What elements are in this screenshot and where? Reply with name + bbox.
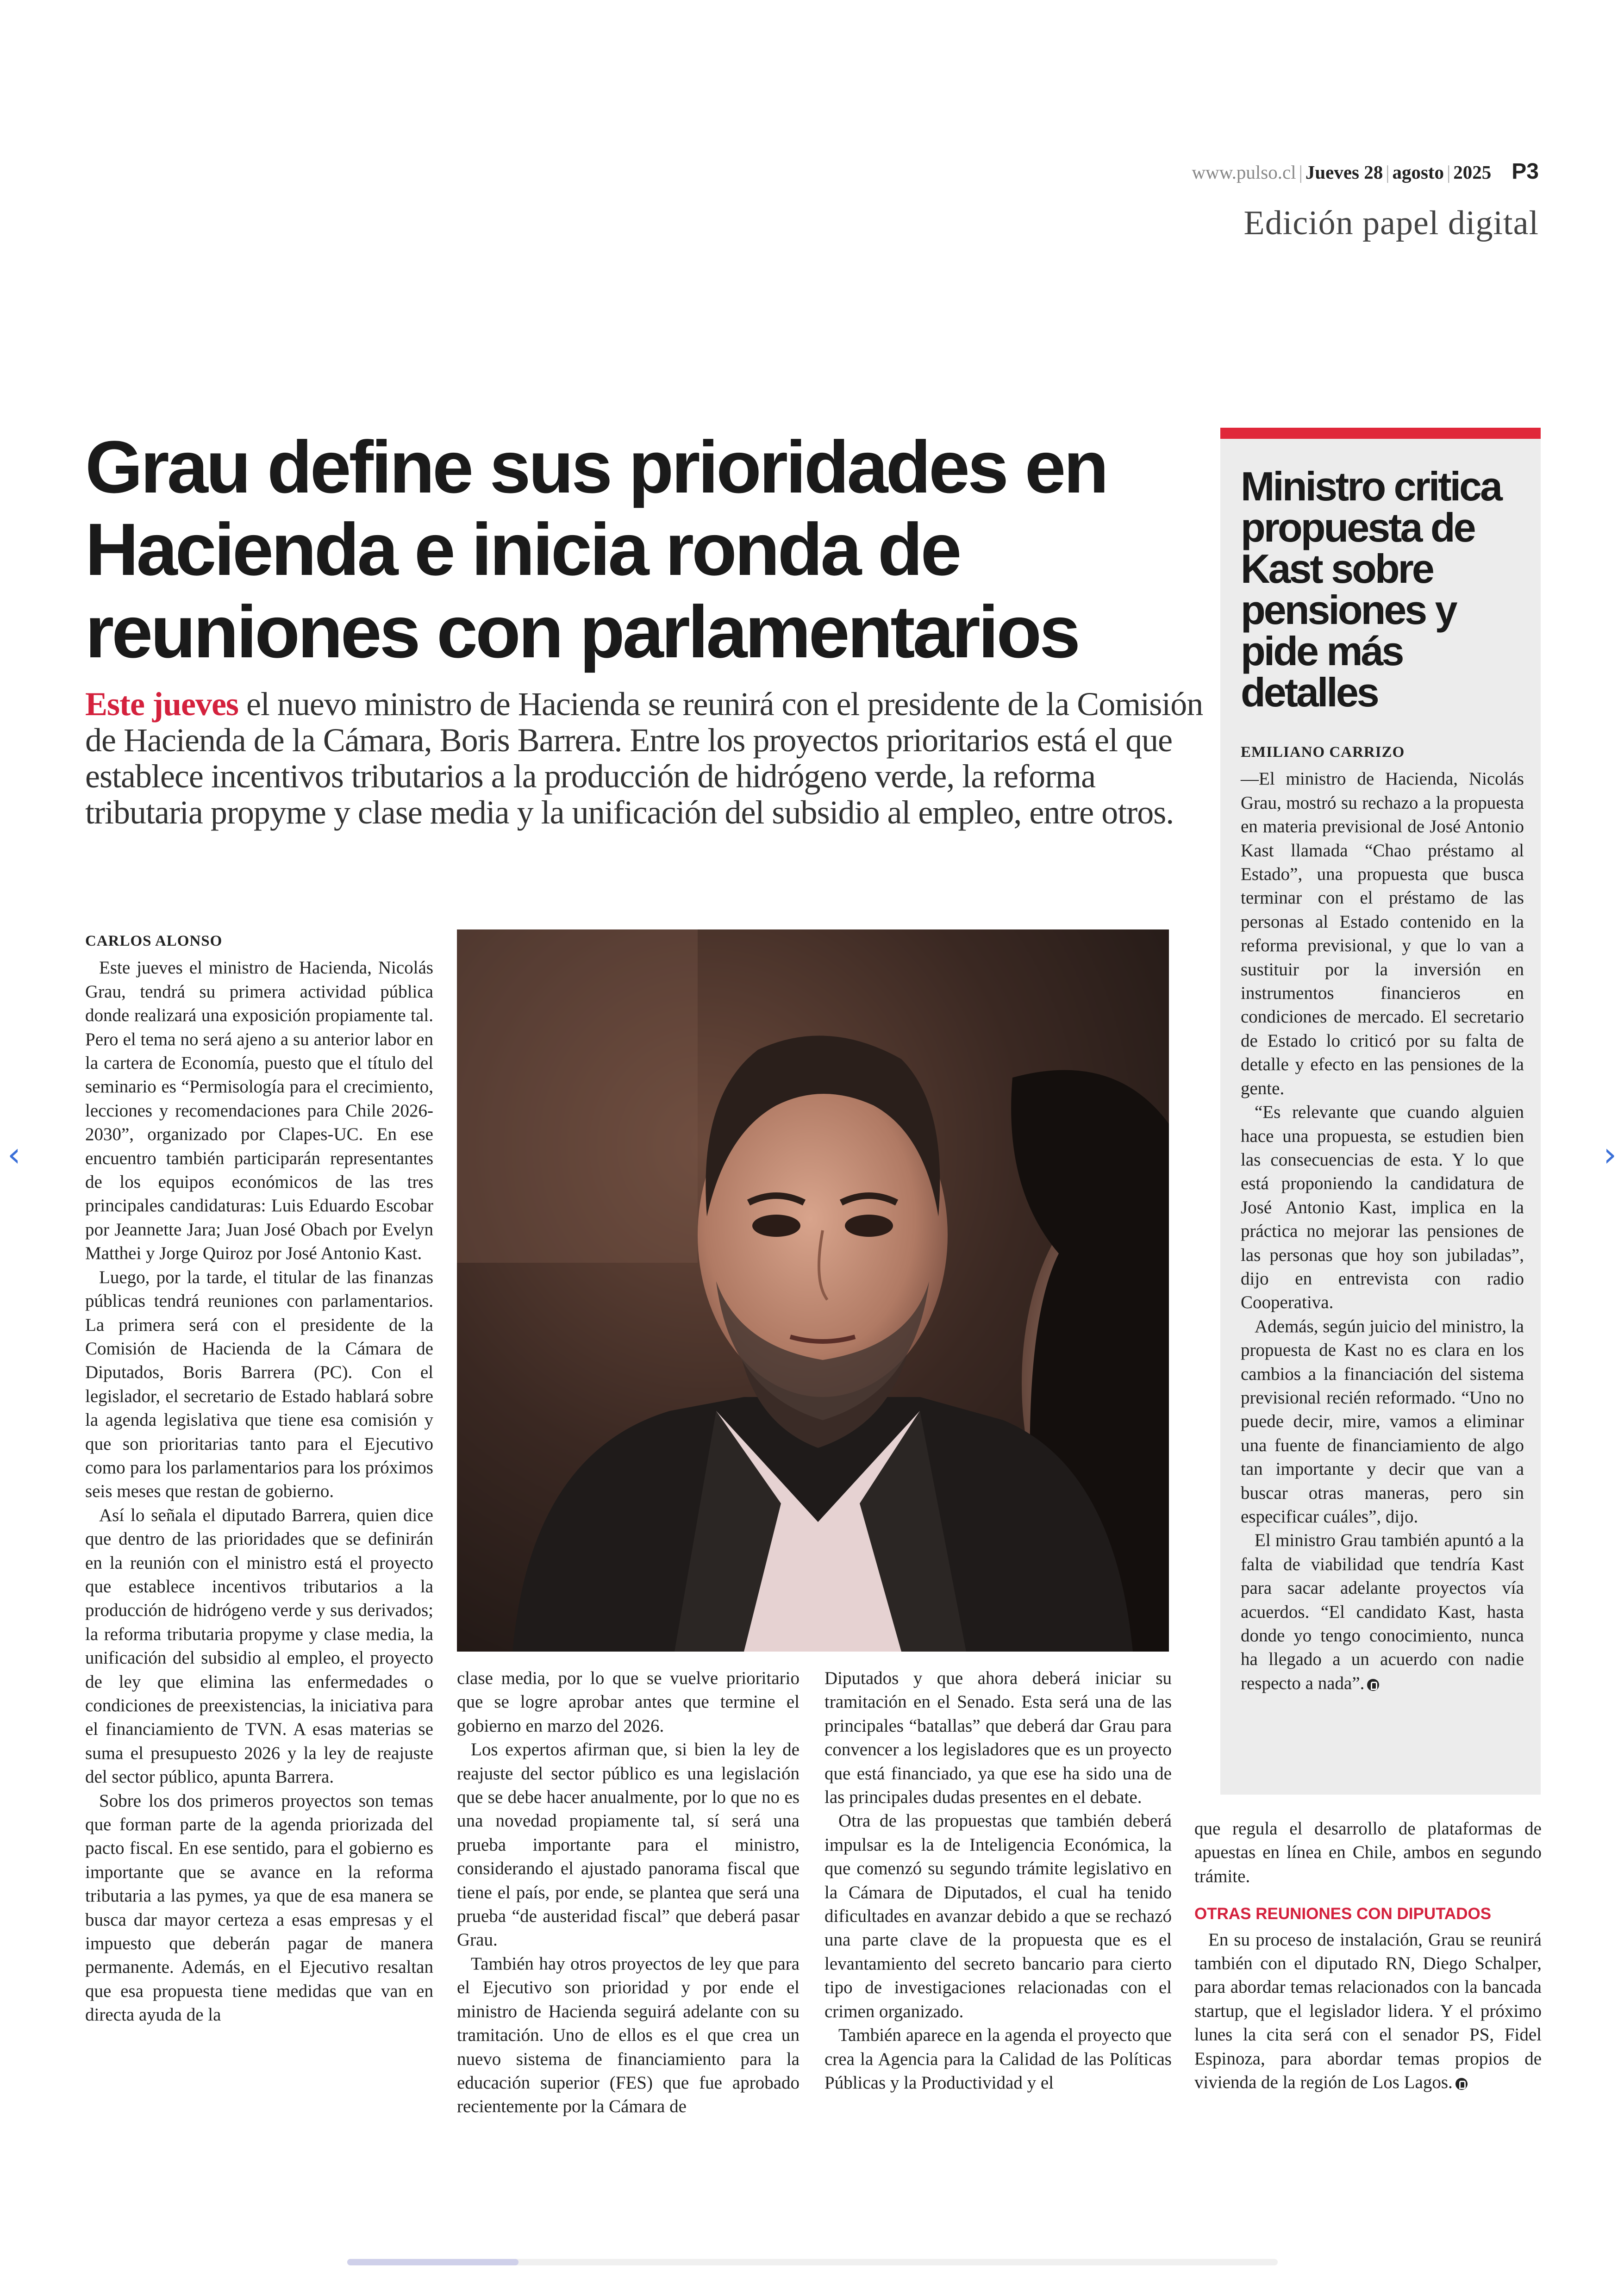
- article-column-4: [1194, 1817, 1542, 2094]
- sidebar-paragraph-text: El ministro Grau también apuntó a la falta de viabilidad que tendría Kast para sacar adelante proyectos vía acuerdos. “El candidato Kast, hasta donde yo tengo conocimiento, nunca ha llegado a un acuerdo con nadie respecto a nada”.: [1241, 1530, 1524, 1693]
- article-paragraph: También hay otros proyectos de ley que para el Ejecutivo son prioridad y por ende el ministro de Hacienda seguirá adelante con su tramitación. Uno de ellos es el que crea un nuevo sistema de financiamiento para la educación superior (FES) que fue aprobado recientemente por la Cámara de: [457, 1953, 800, 2117]
- article-column-3: [824, 1666, 1172, 2095]
- article-headline: Grau define sus prioridades en Hacienda e inicia ronda de reuniones con parlamentarios: [85, 425, 1107, 673]
- article-paragraph: Este jueves el ministro de Hacienda, Nicolás Grau, tendrá su primera actividad pública donde realizará una exposición propiamente tal. Pero el tema no será ajeno a su anterior labor en la cartera de Economía, puesto que el título del seminario es “Permisología para el crecimiento, lecciones y recomendaciones para Chile 2026-2030”, organizado por Clapes-UC. En ese encuentro también participarán representantes de los equipos económicos de las tres principales candidaturas: Luis Eduardo Escobar por Jeannette Jara; Juan José Obach por Evelyn Matthei y Jorge Quiroz por José Antonio Kast.: [85, 958, 433, 1264]
- sidebar-body: [1241, 741, 1524, 1695]
- article-column-2: [457, 1666, 800, 2119]
- section-subhead: OTRAS REUNIONES CON DIPUTADOS: [1194, 1905, 1492, 1923]
- article-paragraph-text: En su proceso de instalación, Grau se reunirá también con el diputado RN, Diego Schalper, para abordar temas relacionados con la bancada startup, que el legislador lidera. Y el próximo lunes la cita será con el senador PS, Fidel Espinoza, para abordar temas propios de vivienda de la región de Los Lagos.: [1194, 1929, 1542, 2093]
- article-paragraph: clase media, por lo que se vuelve prioritario que se logre aprobar antes que termine el gobierno en marzo del 2026.: [457, 1668, 800, 1736]
- article-paragraph: Luego, por la tarde, el titular de las finanzas públicas tendrá reuniones con parlamentarios. La primera será con el presidente de la Comisión de Hacienda de la Cámara de Diputados, Boris Barrera (PC). Con el legislador, el secretario de Estado hablará sobre la agenda legislativa que tiene esa comisión y que son prioritarias tanto para el Ejecutivo como para los parlamentarios para los próximos seis meses que restan de gobierno.: [85, 1267, 433, 1502]
- minister-photo: [457, 929, 1169, 1652]
- article-lede: [85, 686, 1206, 830]
- chevron-left-icon[interactable]: ‹: [7, 1135, 21, 1174]
- lede-text: el nuevo ministro de Hacienda se reunirá con el presidente de la Comisión de Hacienda de la Cámara, Boris Barrera. Entre los proyectos prioritarios está el que establece incentivos tributarios a la producción de hidrógeno verde, la reforma tributaria propyme y clase media y la unificación del subsidio al empleo, entre otros.: [85, 686, 1203, 831]
- site-url: www.pulso.cl: [1192, 162, 1296, 183]
- header-day: Jueves 28: [1305, 162, 1383, 183]
- header-separator: |: [1447, 162, 1451, 183]
- article-paragraph: que regula el desarrollo de plataformas de apuestas en línea en Chile, ambos en segundo trámite.: [1194, 1819, 1542, 1886]
- page-scrollbar[interactable]: [347, 2259, 1278, 2265]
- page-header: [1192, 159, 1539, 184]
- sidebar-paragraph: —El ministro de Hacienda, Nicolás Grau, mostró su rechazo a la propuesta en materia previsional de José Antonio Kast llamada “Chao préstamo al Estado”, una propuesta que busca terminar con el préstamo de las personas al Estado contenido en la reforma previsional, y que lo van a sustituir por la inversión en instrumentos financieros en condiciones de mercado. El secretario de Estado lo criticó por su falta de detalle y efecto en las pensiones de la gente.: [1241, 769, 1524, 1098]
- page-number: P3: [1512, 159, 1539, 184]
- article-paragraph: Así lo señala el diputado Barrera, quien dice que dentro de las prioridades que se definirán en la reunión con el ministro está el proyecto que establece incentivos tributarios a la producción de hidrógeno verde y sus derivados; la reforma tributaria propyme y clase media, la unificación del subsidio al empleo, el proyecto de ley que elimina las enfermedades o condiciones de preexistencias, la iniciativa para el financiamiento de TVN. A esas materias se suma el presupuesto 2026 y la ley de reajuste del sector público, apunta Barrera.: [85, 1505, 433, 1787]
- sidebar-paragraph: [1241, 1528, 1524, 1695]
- scrollbar-thumb[interactable]: [347, 2259, 518, 2265]
- article-paragraph: Otra de las propuestas que también deberá impulsar es la de Inteligencia Económica, la que comenzó su segundo trámite legislativo en la Cámara de Diputados, el cual ha tenido dificultades en avanzar debido a que se rechazó una parte clave de la propuesta que es el levantamiento del secreto bancario para cierto tipo de investigaciones relacionadas con el crimen organizado.: [824, 1811, 1172, 2021]
- lede-kicker: Este jueves: [85, 686, 238, 723]
- chevron-right-icon[interactable]: ›: [1603, 1135, 1617, 1174]
- sidebar-byline: EMILIANO CARRIZO: [1241, 744, 1405, 761]
- article-paragraph: También aparece en la agenda el proyecto que crea la Agencia para la Calidad de las Políticas Públicas y la Productividad y el: [824, 2025, 1172, 2093]
- article-paragraph: Diputados y que ahora deberá iniciar su tramitación en el Senado. Esta será una de las principales “batallas” que deberá dar Grau para convencer a los legisladores que es un proyecto que está financiado, ya que ese ha sido una de las principales dudas presentes en el debate.: [824, 1668, 1172, 1808]
- sidebar-box: [1220, 428, 1541, 1795]
- pulso-end-mark-icon: [1367, 1679, 1379, 1691]
- sidebar-paragraph: “Es relevante que cuando alguien hace una propuesta, se estudien bien las consecuencias de esta. Y lo que está proponiendo la candidatura de José Antonio Kast, implica en la práctica no mejorar las pensiones de las personas que hoy son jubiladas”, dijo en entrevista con radio Cooperativa.: [1241, 1102, 1524, 1313]
- header-month: agosto: [1392, 162, 1444, 183]
- article-paragraph: Los expertos afirman que, si bien la ley de reajuste del sector público es una legislación que se debe hacer anualmente, por lo que no es una novedad propiamente tal, sí será una prueba importante para el ministro, considerando el ajustado panorama fiscal que tiene el país, por ende, se plantea que será una prueba “de austeridad fiscal” que deberá pasar Grau.: [457, 1740, 800, 1950]
- portrait-illustration: [457, 929, 1169, 1652]
- header-year: 2025: [1453, 162, 1492, 183]
- article-column-1: [85, 929, 433, 2027]
- article-paragraph: Sobre los dos primeros proyectos son temas que forman parte de la agenda priorizada del pacto fiscal. En ese sentido, para el gobierno es importante que se avance en la reforma tributaria a las pymes, ya que de esa manera se busca dar mayor certeza a esas empresas y el impuesto que deberán pagar de manera permanente. Además, en el Ejecutivo resaltan que esa propuesta tiene medidas que van en directa ayuda de la: [85, 1790, 433, 2025]
- header-separator: |: [1299, 162, 1303, 183]
- header-separator: |: [1386, 162, 1390, 183]
- edition-label: Edición papel digital: [1243, 204, 1539, 242]
- article-byline: CARLOS ALONSO: [85, 933, 223, 949]
- sidebar-paragraph: Además, según juicio del ministro, la propuesta de Kast no es clara en los cambios a la financiación del sistema previsional recién reformado. “Uno no puede decir, mire, vamos a eliminar una fuente de financiamiento de algo tan importante y decir que van a buscar otras maneras, pero sin especificar cuáles”, dijo.: [1241, 1316, 1524, 1527]
- article-paragraph: [1194, 1928, 1542, 2095]
- sidebar-title: Ministro critica propuesta de Kast sobre pensiones y pide más detalles: [1241, 463, 1501, 715]
- pulso-end-mark-icon: [1455, 2078, 1468, 2090]
